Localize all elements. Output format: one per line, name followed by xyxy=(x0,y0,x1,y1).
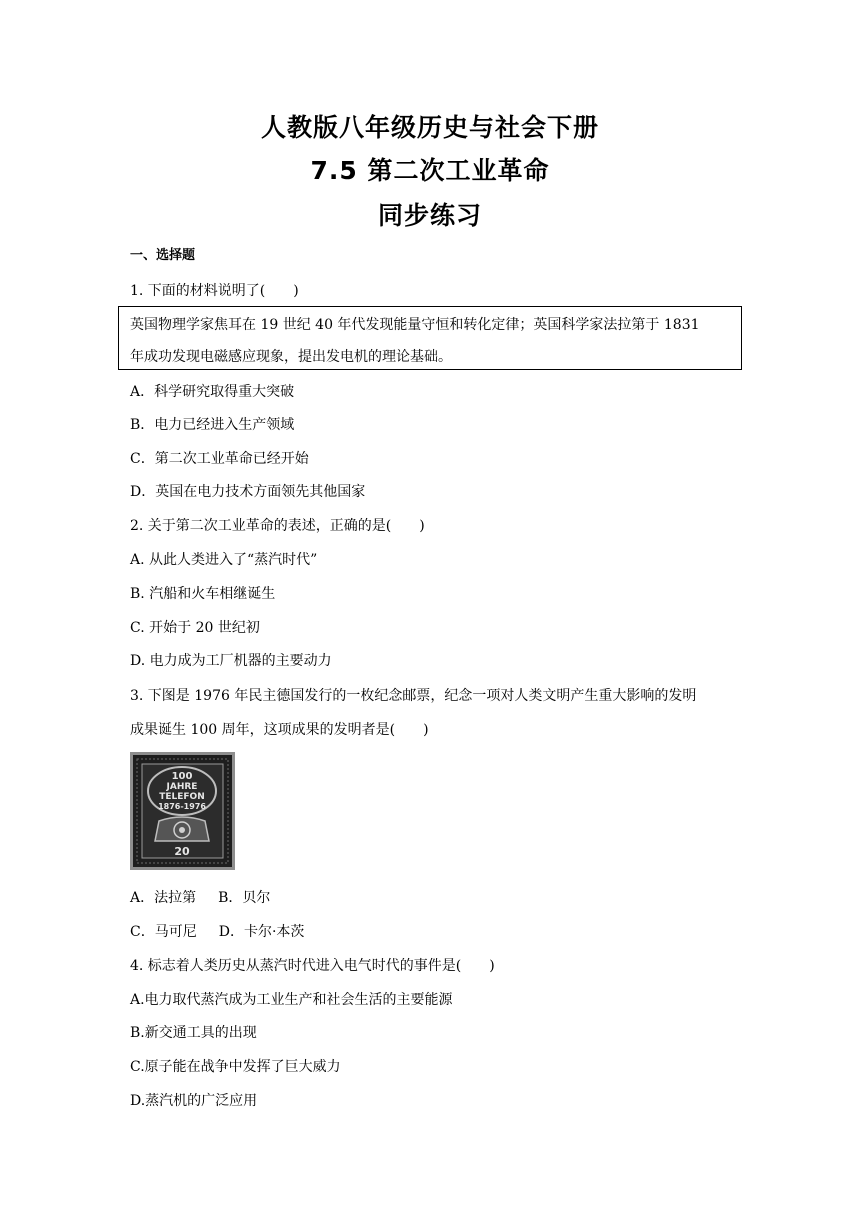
question-1-option-c: C．第二次工业革命已经开始 xyxy=(130,451,309,467)
question-3-option-d: D．卡尔·本茨 xyxy=(218,924,305,940)
question-3-option-c: C．马可尼 xyxy=(130,924,197,940)
question-2-option-b: B. 汽船和火车相继诞生 xyxy=(130,586,276,602)
stamp-illustration xyxy=(133,755,232,867)
question-4-option-d: D.蒸汽机的广泛应用 xyxy=(130,1093,258,1109)
section-heading: 一、选择题 xyxy=(130,248,196,263)
question-4-stem: 4. 标志着人类历史从蒸汽时代进入电气时代的事件是( ) xyxy=(130,958,495,974)
stamp-text-jahre: JAHRE xyxy=(166,782,198,792)
question-1-option-b: B．电力已经进入生产领域 xyxy=(130,417,295,433)
stamp-image xyxy=(130,752,235,870)
exercise-title: 同步练习 xyxy=(377,201,482,230)
material-line-2: 年成功发现电磁感应现象，提出发电机的理论基础。 xyxy=(130,349,452,365)
lesson-title: 7.5 第二次工业革命 xyxy=(310,156,550,185)
stamp-value: 20 xyxy=(174,845,190,858)
question-3-stem-line-2: 成果诞生 100 周年，这项成果的发明者是( ) xyxy=(130,722,429,738)
question-3-options-row-1 xyxy=(130,888,270,908)
question-1-stem: 1. 下面的材料说明了( ) xyxy=(130,283,299,299)
material-line-1: 英国物理学家焦耳在 19 世纪 40 年代发现能量守恒和转化定律；英国科学家法拉第于 1831 xyxy=(130,317,700,333)
stamp-text-telefon: TELEFON xyxy=(159,792,205,802)
document-title: 人教版八年级历史与社会下册 xyxy=(260,113,599,142)
stamp-text-years: 1876-1976 xyxy=(158,802,206,811)
question-2-option-c: C. 开始于 20 世纪初 xyxy=(130,620,260,636)
question-2-option-d: D. 电力成为工厂机器的主要动力 xyxy=(130,653,332,669)
stamp-text-100: 100 xyxy=(171,771,193,782)
question-2-option-a: A. 从此人类进入了“蒸汽时代” xyxy=(130,552,318,568)
question-1-option-a: A．科学研究取得重大突破 xyxy=(130,384,295,400)
question-4-option-b: B.新交通工具的出现 xyxy=(130,1025,257,1041)
question-3-option-b: B．贝尔 xyxy=(218,890,271,906)
question-4-option-c: C.原子能在战争中发挥了巨大威力 xyxy=(130,1059,341,1075)
question-3-options-row-2 xyxy=(130,922,304,942)
question-1-option-d: D．英国在电力技术方面领先其他国家 xyxy=(130,484,366,500)
question-3-option-a: A．法拉第 xyxy=(130,890,197,906)
question-2-stem: 2. 关于第二次工业革命的表述，正确的是( ) xyxy=(130,518,425,534)
question-1-material-box xyxy=(118,306,742,370)
question-4-option-a: A.电力取代蒸汽成为工业生产和社会生活的主要能源 xyxy=(130,992,453,1008)
question-3-stem-line-1: 3. 下图是 1976 年民主德国发行的一枚纪念邮票，纪念一项对人类文明产生重大影响的发明 xyxy=(130,688,697,704)
